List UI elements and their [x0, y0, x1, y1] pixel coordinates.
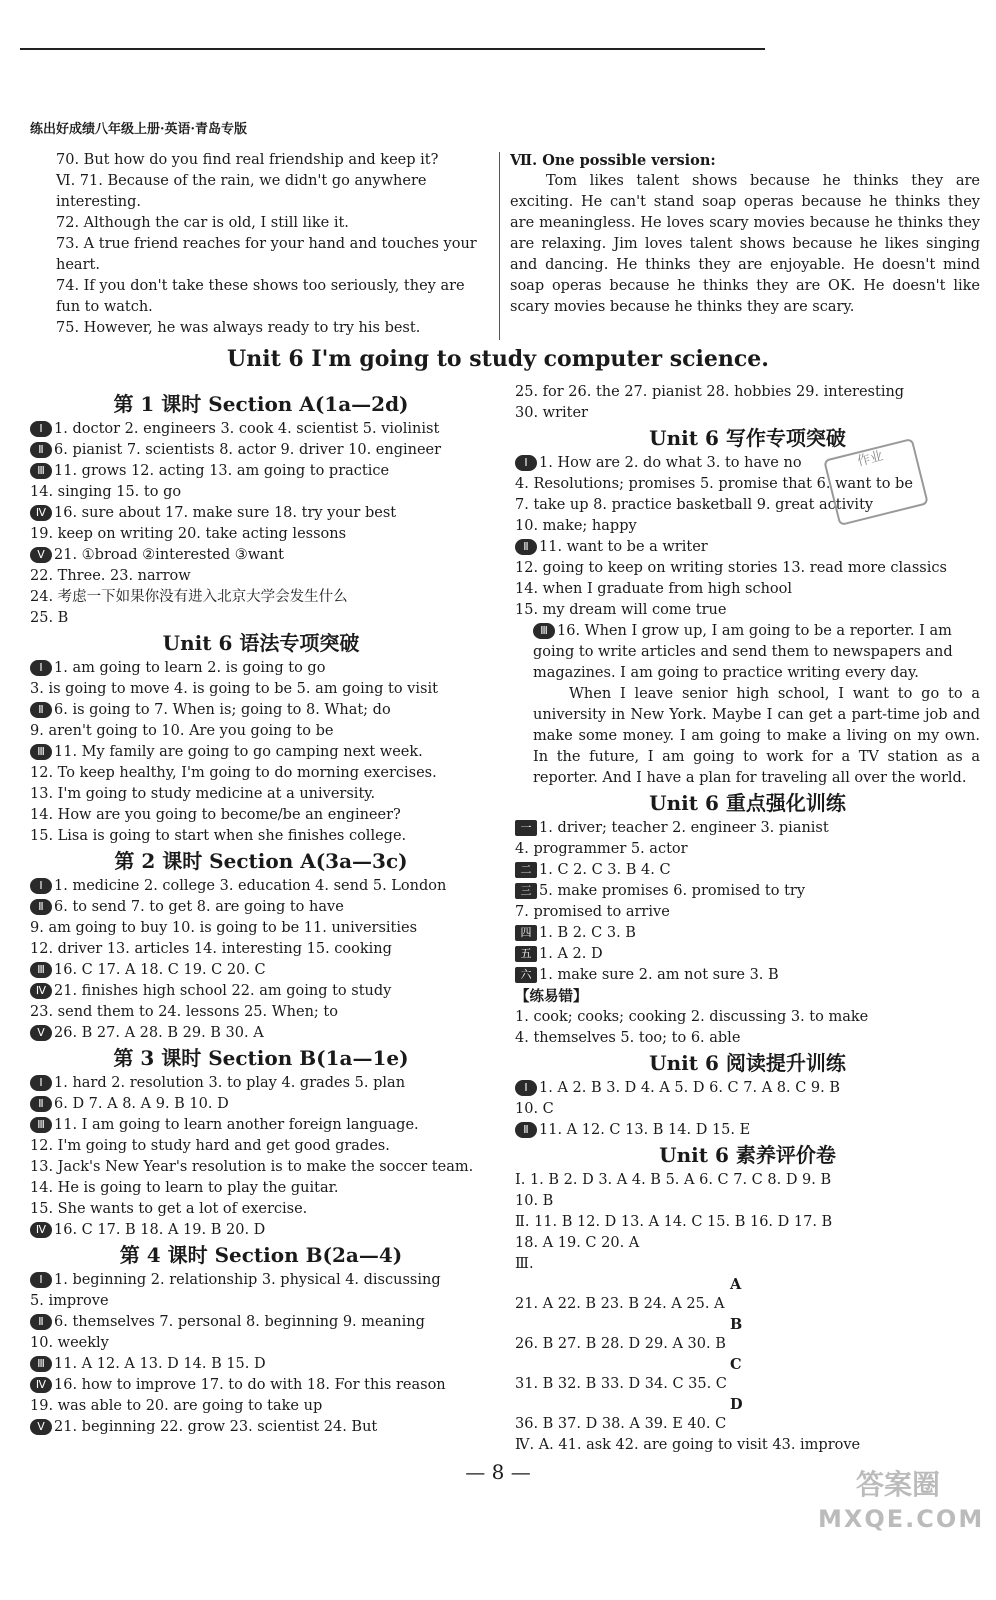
answer-line	[30, 1417, 492, 1438]
part-marker: Ⅳ	[30, 983, 52, 999]
answer-text: 1. beginning 2. relationship 3. physical 4. discussing	[54, 1272, 441, 1288]
answer-text: 24. 考虑一下如果你没有进入北京大学会发生什么	[30, 589, 348, 605]
answer-text: 7. promised to arrive	[515, 904, 670, 920]
answer-text: 14. when I graduate from high school	[515, 581, 793, 597]
part-marker: 三	[515, 883, 537, 899]
answer-text: A	[730, 1276, 742, 1293]
answer-text: 1. A 2. B 3. D 4. A 5. D 6. C 7. A 8. C 9. B	[539, 1080, 841, 1096]
answer-line	[30, 721, 492, 742]
part-marker: Ⅲ	[30, 1356, 52, 1372]
part-marker: Ⅱ	[515, 539, 537, 555]
answer-text: 73. A true friend reaches for your hand and touches your heart.	[56, 236, 477, 273]
answer-text: 6. is going to 7. When is; going to 8. What; do	[54, 702, 391, 718]
part-marker: Ⅱ	[30, 702, 52, 718]
answer-text: 1. B 2. C 3. B	[539, 925, 636, 941]
answer-line	[30, 1157, 492, 1178]
answer-text: 16. C 17. B 18. A 19. B 20. D	[54, 1222, 266, 1238]
unit-title: Unit 6 I'm going to study computer science.	[227, 346, 769, 372]
answer-text: 15. Lisa is going to start when she finishes college.	[30, 828, 407, 844]
part-marker: Ⅰ	[30, 878, 52, 894]
answer-line	[30, 524, 492, 545]
answer-line	[515, 923, 980, 944]
answer-line	[515, 382, 980, 403]
section-heading: 第 2 课时 Section A(3a—3c)	[114, 849, 408, 873]
answer-line	[30, 1115, 492, 1136]
answer-text: 5. improve	[30, 1293, 109, 1309]
answer-text: 18. A 19. C 20. A	[515, 1235, 640, 1251]
answer-text: 1. C 2. C 3. B 4. C	[539, 862, 671, 878]
answer-text: 【练易错】	[515, 988, 588, 1005]
answer-line	[30, 1220, 492, 1241]
section-heading: 第 1 课时 Section A(1a—2d)	[113, 392, 409, 416]
answer-line	[515, 965, 980, 986]
answer-line	[30, 1291, 492, 1312]
answer-text: 72. Although the car is old, I still like it.	[56, 215, 349, 231]
answer-text: 11. I am going to learn another foreign language.	[54, 1117, 419, 1133]
answer-text: Ⅳ. A. 41. ask 42. are going to visit 43. improve	[515, 1437, 861, 1453]
answer-line	[30, 1199, 492, 1220]
answer-text: 13. I'm going to study medicine at a university.	[30, 786, 376, 802]
answer-line	[515, 1099, 980, 1120]
answer-text: 6. pianist 7. scientists 8. actor 9. driver 10. engineer	[54, 442, 442, 458]
answer-line	[30, 826, 492, 847]
answer-text: 15. my dream will come true	[515, 602, 727, 618]
section-heading: Unit 6 重点强化训练	[649, 791, 846, 815]
answer-line	[30, 679, 492, 700]
answer-line	[30, 1073, 492, 1094]
answer-line	[515, 1078, 980, 1099]
answer-line	[515, 1212, 980, 1233]
answer-text: 11. want to be a writer	[539, 539, 708, 555]
answer-line	[30, 1136, 492, 1157]
answer-text: 12. To keep healthy, I'm going to do morning exercises.	[30, 765, 437, 781]
writing-sample	[510, 150, 980, 318]
right-answer-column	[515, 382, 980, 1456]
answer-line	[30, 1002, 492, 1023]
section-heading: 第 3 课时 Section B(1a—1e)	[113, 1046, 409, 1070]
answer-line	[515, 860, 980, 881]
answer-line	[515, 1170, 980, 1191]
section-heading: Unit 6 阅读提升训练	[649, 1051, 846, 1075]
answer-line	[515, 1233, 980, 1254]
part-marker: Ⅰ	[30, 1272, 52, 1288]
answer-text: 11. grows 12. acting 13. am going to practice	[54, 463, 390, 479]
part-marker: Ⅳ	[30, 505, 52, 521]
answer-text: 23. send them to 24. lessons 25. When; to	[30, 1004, 338, 1020]
answer-text: 10. C	[515, 1101, 554, 1117]
answer-line	[515, 1374, 980, 1395]
section-heading: 第 4 课时 Section B(2a—4)	[119, 1243, 403, 1267]
answer-line	[30, 918, 492, 939]
part-marker: Ⅲ	[533, 623, 555, 639]
answer-line	[30, 960, 492, 981]
part-marker: 二	[515, 862, 537, 878]
answer-line	[30, 1094, 492, 1115]
answer-text: B	[730, 1316, 743, 1333]
answer-text: 1. A 2. D	[539, 946, 603, 962]
answer-line	[515, 1120, 980, 1141]
answer-text: 74. If you don't take these shows too seriously, they are fun to watch.	[56, 278, 465, 315]
answer-line	[515, 986, 980, 1007]
answer-text: 10. make; happy	[515, 518, 637, 534]
answer-line	[30, 276, 490, 318]
answer-line	[515, 516, 980, 537]
answer-text: 1. cook; cooks; cooking 2. discussing 3. to make	[515, 1009, 869, 1025]
answer-line	[30, 784, 492, 805]
answer-line	[515, 902, 980, 923]
part-marker: 六	[515, 967, 537, 983]
answer-text: 70. But how do you find real friendship and keep it?	[56, 152, 439, 168]
answer-line	[515, 1315, 980, 1334]
watermark-line2: MXQE.COM	[818, 1505, 985, 1533]
answer-line	[30, 213, 490, 234]
left-top-answers	[30, 150, 490, 339]
part-marker: Ⅱ	[30, 899, 52, 915]
answer-text: 3. is going to move 4. is going to be 5. am going to visit	[30, 681, 438, 697]
answer-text: 11. A 12. A 13. D 14. B 15. D	[54, 1356, 266, 1372]
answer-text: 16. how to improve 17. to do with 18. For this reason	[54, 1377, 446, 1393]
answer-line	[30, 171, 490, 213]
answer-line	[30, 1354, 492, 1375]
answer-line	[515, 1028, 980, 1049]
answer-text: When I leave senior high school, I want to go to a university in New York. Maybe I can get a part-time job and make some money. I am going to make a living on my own. In the future, I am going to work for a TV station as a reporter. And I have a plan for traveling all over the world.	[533, 686, 980, 786]
answer-line	[30, 566, 492, 587]
answer-text: 12. going to keep on writing stories 13. read more classics	[515, 560, 947, 576]
part-marker: 一	[515, 820, 537, 836]
answer-text: 21. A 22. B 23. B 24. A 25. A	[515, 1296, 725, 1312]
answer-text: 7. take up 8. practice basketball 9. great activity	[515, 497, 874, 513]
answer-text: 16. When I grow up, I am going to be a reporter. I am going to write articles and send them to newspapers and magazines. I am going to practice writing every day.	[533, 623, 953, 681]
answer-text: 4. themselves 5. too; to 6. able	[515, 1030, 741, 1046]
part-marker: Ⅱ	[515, 1122, 537, 1138]
answer-line	[30, 742, 492, 763]
answer-text: 31. B 32. B 33. D 34. C 35. C	[515, 1376, 727, 1392]
answer-line	[30, 939, 492, 960]
answer-text: 9. am going to buy 10. is going to be 11. universities	[30, 920, 418, 936]
answer-text: 10. weekly	[30, 1335, 109, 1351]
answer-text: 4. programmer 5. actor	[515, 841, 688, 857]
answer-line	[515, 403, 980, 424]
answer-text: 30. writer	[515, 405, 588, 421]
answer-text: 6. D 7. A 8. A 9. B 10. D	[54, 1096, 229, 1112]
answer-line	[30, 419, 492, 440]
answer-text: 10. B	[515, 1193, 554, 1209]
answer-line	[30, 981, 492, 1002]
top-rule	[20, 48, 765, 50]
answer-line	[30, 587, 492, 608]
part-marker: Ⅰ	[515, 1080, 537, 1096]
answer-line	[30, 150, 490, 171]
answer-text: 12. driver 13. articles 14. interesting 15. cooking	[30, 941, 392, 957]
answer-text: 19. was able to 20. are going to take up	[30, 1398, 323, 1414]
part-marker: 四	[515, 925, 537, 941]
answer-line	[30, 876, 492, 897]
answer-text: 14. He is going to learn to play the guitar.	[30, 1180, 339, 1196]
watermark-logo	[818, 1468, 985, 1536]
answer-line	[30, 608, 492, 629]
answer-text: 6. themselves 7. personal 8. beginning 9. meaning	[54, 1314, 425, 1330]
answer-line	[30, 763, 492, 784]
answer-line	[515, 1334, 980, 1355]
answer-text: 14. singing 15. to go	[30, 484, 182, 500]
watermark-line1: 答案圈	[855, 1468, 940, 1501]
page-number: — 8 —	[465, 1460, 531, 1484]
section-heading: Unit 6 语法专项突破	[162, 631, 360, 655]
answer-text: 5. make promises 6. promised to try	[539, 883, 806, 899]
answer-line	[30, 1270, 492, 1291]
answer-text: 16. sure about 17. make sure 18. try your best	[54, 505, 397, 521]
answer-text: 16. C 17. A 18. C 19. C 20. C	[54, 962, 266, 978]
answer-line	[30, 897, 492, 918]
answer-text: 75. However, he was always ready to try his best.	[56, 320, 421, 336]
answer-text: 9. aren't going to 10. Are you going to be	[30, 723, 334, 739]
part-marker: Ⅳ	[30, 1222, 52, 1238]
answer-line	[30, 461, 492, 482]
left-answer-column	[30, 390, 492, 1438]
answer-line	[30, 1178, 492, 1199]
answer-text: 4. Resolutions; promises 5. promise that 6. want to be	[515, 476, 913, 492]
answer-text: 1. hard 2. resolution 3. to play 4. grades 5. plan	[54, 1075, 406, 1091]
answer-text: 21. ①broad ②interested ③want	[54, 547, 285, 563]
column-divider	[499, 152, 500, 340]
stamp-text: 作业	[855, 448, 885, 470]
answer-text: D	[730, 1396, 743, 1413]
answer-line	[515, 684, 980, 789]
part-marker: Ⅱ	[30, 1096, 52, 1112]
answer-line	[515, 537, 980, 558]
answer-text: 6. to send 7. to get 8. are going to have	[54, 899, 344, 915]
section-heading: Unit 6 素养评价卷	[659, 1143, 836, 1167]
answer-text: 26. B 27. B 28. D 29. A 30. B	[515, 1336, 726, 1352]
answer-line	[30, 318, 490, 339]
answer-text: 25. for 26. the 27. pianist 28. hobbies 29. interesting	[515, 384, 905, 400]
answer-text: C	[730, 1356, 742, 1373]
answer-line	[30, 805, 492, 826]
answer-line	[515, 600, 980, 621]
answer-line	[30, 234, 490, 276]
answer-text: 11. My family are going to go camping next week.	[54, 744, 423, 760]
answer-text: 26. B 27. A 28. B 29. B 30. A	[54, 1025, 264, 1041]
part-marker: 五	[515, 946, 537, 962]
answer-text: 22. Three. 23. narrow	[30, 568, 191, 584]
part-marker: Ⅰ	[30, 1075, 52, 1091]
part-marker: Ⅲ	[30, 962, 52, 978]
part-marker: Ⅱ	[30, 1314, 52, 1330]
writing-sample-text: Tom likes talent shows because he thinks they are exciting. He can't stand soap operas because he thinks they are meaningless. He loves scary movies because he thinks they are relaxing. Jim loves talent shows because he likes singing and dancing. He thinks they are enjoyable. He doesn't mind soap operas because he thinks they are OK. He doesn't like scary movies because he thinks they are scary.	[510, 173, 980, 315]
answer-line	[30, 658, 492, 679]
answer-line	[515, 818, 980, 839]
answer-text: 36. B 37. D 38. A 39. E 40. C	[515, 1416, 727, 1432]
answer-line	[30, 1375, 492, 1396]
answer-line	[515, 881, 980, 902]
part-marker: Ⅴ	[30, 547, 52, 563]
answer-line	[515, 1007, 980, 1028]
answer-line	[30, 700, 492, 721]
answer-line	[515, 579, 980, 600]
answer-line	[30, 440, 492, 461]
part-marker: Ⅰ	[30, 660, 52, 676]
answer-line	[515, 1395, 980, 1414]
answer-line	[515, 621, 980, 684]
answer-line	[515, 1275, 980, 1294]
answer-line	[30, 503, 492, 524]
part-marker: Ⅴ	[30, 1419, 52, 1435]
part-marker: Ⅲ	[30, 463, 52, 479]
answer-text: Ⅰ. 1. B 2. D 3. A 4. B 5. A 6. C 7. C 8. D 9. B	[515, 1172, 832, 1188]
answer-text: 15. She wants to get a lot of exercise.	[30, 1201, 308, 1217]
answer-text: 1. medicine 2. college 3. education 4. send 5. London	[54, 878, 447, 894]
part-marker: Ⅴ	[30, 1025, 52, 1041]
answer-text: 19. keep on writing 20. take acting lessons	[30, 526, 347, 542]
answer-line	[30, 482, 492, 503]
part-marker: Ⅳ	[30, 1377, 52, 1393]
answer-text: 1. doctor 2. engineers 3. cook 4. scientist 5. violinist	[54, 421, 440, 437]
part-marker: Ⅲ	[30, 1117, 52, 1133]
answer-line	[515, 1414, 980, 1435]
answer-line	[515, 1435, 980, 1456]
answer-text: 25. B	[30, 610, 69, 626]
answer-line	[30, 1023, 492, 1044]
answer-line	[30, 545, 492, 566]
answer-text: Ⅲ.	[515, 1256, 534, 1272]
part-marker: Ⅲ	[30, 744, 52, 760]
answer-text: 1. make sure 2. am not sure 3. B	[539, 967, 779, 983]
answer-line	[515, 1294, 980, 1315]
answer-text: Ⅱ. 11. B 12. D 13. A 14. C 15. B 16. D 17. B	[515, 1214, 833, 1230]
part-marker: Ⅰ	[30, 421, 52, 437]
answer-line	[515, 1355, 980, 1374]
answer-line	[30, 1333, 492, 1354]
answer-text: 21. beginning 22. grow 23. scientist 24. But	[54, 1419, 378, 1435]
answer-line	[30, 1312, 492, 1333]
answer-text: Ⅵ. 71. Because of the rain, we didn't go anywhere interesting.	[56, 173, 427, 210]
writing-sample-title: Ⅶ. One possible version:	[510, 152, 716, 169]
answer-line	[515, 558, 980, 579]
answer-text: 14. How are you going to become/be an engineer?	[30, 807, 401, 823]
answer-line	[515, 1191, 980, 1212]
part-marker: Ⅱ	[30, 442, 52, 458]
answer-text: 1. driver; teacher 2. engineer 3. pianist	[539, 820, 829, 836]
answer-line	[515, 839, 980, 860]
answer-line	[515, 944, 980, 965]
part-marker: Ⅰ	[515, 455, 537, 471]
answer-text: 13. Jack's New Year's resolution is to make the soccer team.	[30, 1159, 474, 1175]
answer-text: 11. A 12. C 13. B 14. D 15. E	[539, 1122, 751, 1138]
page-header: 练出好成绩八年级上册·英语·青岛专版	[30, 122, 248, 137]
answer-text: 12. I'm going to study hard and get good grades.	[30, 1138, 390, 1154]
answer-line	[30, 1396, 492, 1417]
answer-text: 21. finishes high school 22. am going to study	[54, 983, 392, 999]
answer-line	[515, 1254, 980, 1275]
answer-text: 1. How are 2. do what 3. to have no	[539, 455, 802, 471]
answer-text: 1. am going to learn 2. is going to go	[54, 660, 326, 676]
section-heading: Unit 6 写作专项突破	[649, 426, 846, 450]
